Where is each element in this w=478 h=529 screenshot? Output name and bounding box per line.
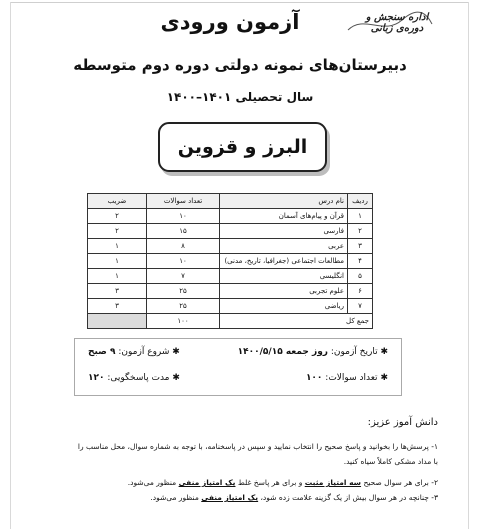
question-count: ۱۵ — [147, 224, 220, 239]
subject-name: ریاضی — [220, 299, 348, 314]
question-count: ۱۰ — [147, 209, 220, 224]
question-count: ۱۰ — [147, 254, 220, 269]
coefficient: ۱ — [88, 239, 147, 254]
row-number: ۱ — [348, 209, 373, 224]
page-border-top — [10, 2, 468, 3]
instructions-title: دانش آموز عزیز: — [367, 417, 438, 428]
bullet-star-icon: ✱ — [380, 373, 388, 383]
exam-subtitle: دبیرستان‌های نمونه دولتی دوره دوم متوسطه — [73, 56, 407, 74]
exam-start-label: شروع آزمون: — [118, 347, 170, 357]
instruction-3 — [48, 491, 438, 504]
exam-duration — [88, 373, 180, 383]
coefficient: ۱ — [88, 254, 147, 269]
table-row — [88, 224, 373, 239]
instruction-3-negative: یک امتیاز منفی — [201, 493, 259, 502]
table-row — [88, 254, 373, 269]
question-count: ۲۵ — [147, 299, 220, 314]
question-count: ۷ — [147, 269, 220, 284]
table-row — [88, 239, 373, 254]
row-number: ۵ — [348, 269, 373, 284]
row-number: ۳ — [348, 239, 373, 254]
table-row — [88, 269, 373, 284]
bullet-star-icon: ✱ — [380, 347, 388, 357]
subject-name: انگلیسی — [220, 269, 348, 284]
instruction-2-negative: یک امتیاز منفی — [178, 478, 236, 487]
total-count: ۱۰۰ — [147, 314, 220, 329]
exam-date-label: تاریخ آزمون: — [330, 347, 378, 357]
duration-value: ۱۲۰ — [88, 373, 105, 383]
subjects-table — [87, 193, 373, 329]
instruction-2-part: و برای هر پاسخ غلط — [237, 478, 303, 487]
table-row — [88, 299, 373, 314]
header-question-count: تعداد سوالات — [147, 194, 220, 209]
row-number: ۶ — [348, 284, 373, 299]
exam-start — [88, 347, 180, 357]
instruction-2-positive: سه امتیاز مثبت — [304, 478, 362, 487]
question-count: ۸ — [147, 239, 220, 254]
subject-name: عربی — [220, 239, 348, 254]
table-total-row — [88, 314, 373, 329]
question-count-info — [306, 373, 388, 383]
exam-title: آزمون ورودی — [160, 10, 300, 34]
page-border-right — [468, 2, 469, 529]
logo-text: اداره سنجش و دوره‌ی زبانی — [365, 12, 429, 34]
instruction-2-part: منظور می‌شود. — [127, 478, 177, 487]
instruction-1-cont: با مداد مشکی کاملاً سیاه کنید. — [343, 457, 438, 466]
question-count-value: ۱۰۰ — [305, 373, 323, 383]
instruction-3-part: ۳- چنانچه در هر سوال بیش از یک گزینه علامت زده شود، — [260, 493, 438, 502]
region-box — [158, 122, 327, 172]
total-coefficient-empty — [88, 314, 147, 329]
coefficient: ۱ — [88, 269, 147, 284]
academic-year: سال تحصیلی ۱۴۰۱–۱۴۰۰ — [166, 90, 314, 104]
instruction-2-part: ۲- برای هر سوال صحیح — [363, 478, 438, 487]
duration-label: مدت پاسخگویی: — [107, 373, 170, 383]
header-coefficient: ضریب — [88, 194, 147, 209]
table-row — [88, 209, 373, 224]
exam-date — [238, 347, 388, 357]
coefficient: ۳ — [88, 299, 147, 314]
table-row — [88, 284, 373, 299]
coefficient: ۲ — [88, 224, 147, 239]
exam-start-value: ۹ صبح — [88, 347, 116, 357]
subject-name: قرآن و پیام‌های آسمان — [220, 209, 348, 224]
coefficient: ۲ — [88, 209, 147, 224]
coefficient: ۳ — [88, 284, 147, 299]
instruction-1: ۱- پرسش‌ها را بخوانید و پاسخ صحیح را انتخاب نمایید و سپس در پاسخنامه، با توجه به شماره سوال، محل مناسب را — [77, 442, 438, 451]
subject-name: فارسی — [220, 224, 348, 239]
exam-date-value: روز جمعه ۱۴۰۰/۵/۱۵ — [237, 347, 328, 357]
row-number: ۴ — [348, 254, 373, 269]
bullet-star-icon: ✱ — [172, 347, 180, 357]
header-subject: نام درس — [220, 194, 348, 209]
instruction-3-part: منظور می‌شود. — [150, 493, 199, 502]
question-count: ۲۵ — [147, 284, 220, 299]
subject-name: مطالعات اجتماعی (جغرافیا، تاریخ، مدنی) — [220, 254, 348, 269]
table-header-row — [88, 194, 373, 209]
region-label: البرز و قزوین — [177, 136, 308, 158]
subject-name: علوم تجربی — [220, 284, 348, 299]
question-count-label: تعداد سوالات: — [325, 373, 378, 383]
header-row-number: ردیف — [348, 194, 373, 209]
total-label: جمع کل — [220, 314, 373, 329]
instruction-2 — [48, 476, 438, 489]
row-number: ۲ — [348, 224, 373, 239]
page-border-left — [10, 2, 11, 529]
bullet-star-icon: ✱ — [172, 373, 180, 383]
row-number: ۷ — [348, 299, 373, 314]
